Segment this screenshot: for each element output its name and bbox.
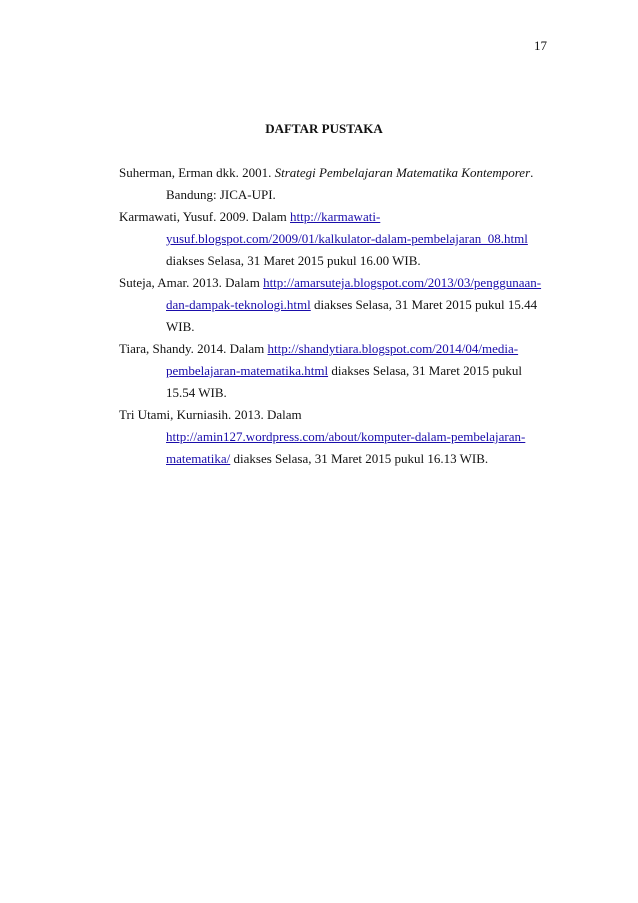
reference-text: WIB. bbox=[166, 319, 195, 334]
reference-text: Tri Utami, Kurniasih. 2013. Dalam bbox=[119, 407, 302, 422]
reference-text: diakses Selasa, 31 Maret 2015 pukul 16.13 WIB. bbox=[230, 451, 489, 466]
reference-link[interactable]: dan-dampak-teknologi.html bbox=[166, 297, 311, 312]
page-number: 17 bbox=[534, 38, 547, 53]
reference-link[interactable]: matematika/ bbox=[166, 451, 231, 466]
reference-text: diakses Selasa, 31 Maret 2015 pukul bbox=[328, 363, 522, 378]
reference-entry-karmawati bbox=[119, 206, 539, 272]
reference-entry-suteja bbox=[119, 272, 542, 338]
reference-text: Bandung: JICA-UPI. bbox=[166, 187, 276, 202]
reference-link[interactable]: http://amarsuteja.blogspot.com/2013/03/penggunaan- bbox=[263, 275, 542, 290]
reference-text: Suteja, Amar. 2013. Dalam bbox=[119, 275, 264, 290]
reference-text: 15.54 WIB. bbox=[166, 385, 227, 400]
reference-link[interactable]: yusuf.blogspot.com/2009/01/kalkulator-dalam-pembelajaran_08.html bbox=[166, 231, 528, 246]
reference-entry-tri-utami bbox=[119, 404, 539, 470]
reference-book-title: Strategi Pembelajaran Matematika Kontemporer bbox=[274, 165, 531, 180]
reference-list bbox=[119, 162, 542, 470]
reference-text: diakses Selasa, 31 Maret 2015 pukul 15.44 bbox=[310, 297, 538, 312]
reference-entry-tiara bbox=[119, 338, 539, 404]
reference-link[interactable]: http://karmawati- bbox=[290, 209, 381, 224]
reference-link[interactable]: pembelajaran-matematika.html bbox=[166, 363, 329, 378]
reference-text: diakses Selasa, 31 Maret 2015 pukul 16.00 WIB. bbox=[166, 253, 421, 268]
reference-text: Suherman, Erman dkk. 2001. bbox=[119, 165, 275, 180]
reference-text: Karmawati, Yusuf. 2009. Dalam bbox=[119, 209, 291, 224]
reference-text: . bbox=[530, 165, 534, 180]
reference-entry-suherman bbox=[119, 162, 539, 206]
reference-link[interactable]: http://amin127.wordpress.com/about/komputer-dalam-pembelajaran- bbox=[166, 429, 526, 444]
reference-link[interactable]: http://shandytiara.blogspot.com/2014/04/media- bbox=[267, 341, 519, 356]
reference-text: Tiara, Shandy. 2014. Dalam bbox=[119, 341, 268, 356]
page-title: DAFTAR PUSTAKA bbox=[265, 121, 383, 136]
